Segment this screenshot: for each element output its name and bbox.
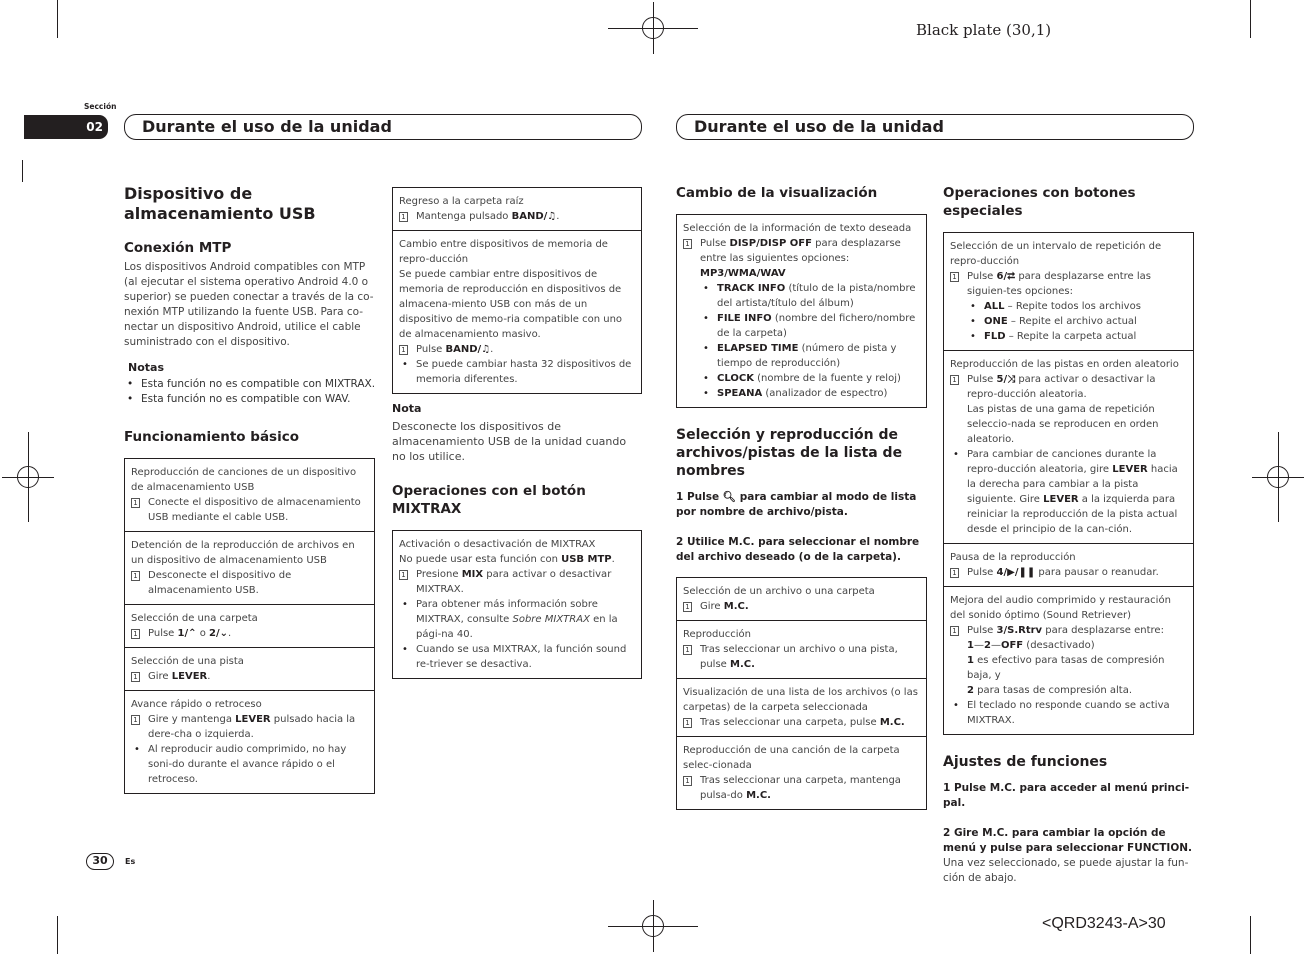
step-text: pulsado hacia la dere-cha o izquierda.	[148, 714, 356, 740]
table-row	[125, 532, 374, 605]
option-key: CLOCK	[717, 373, 754, 384]
step-text: para activar o desactivar MIXTRAX.	[416, 569, 612, 595]
option-desc: – Repite la carpeta actual	[1005, 331, 1137, 342]
step-number: 1	[131, 715, 140, 725]
notes-list	[124, 377, 376, 407]
step-text: Mantenga pulsado	[416, 211, 512, 222]
bullet-item	[950, 447, 1187, 537]
step-number: 1	[950, 272, 959, 282]
crop-mark	[22, 160, 23, 182]
key-label: M.C.	[879, 717, 905, 728]
row-title: Cambio entre dispositivos de memoria de repro-ducción	[399, 239, 608, 265]
key-label: 3/S.Rtrv	[996, 625, 1043, 636]
key-label: 5/	[996, 374, 1008, 385]
row-title: Selección de una pista	[131, 656, 244, 667]
step-number: 1	[683, 602, 692, 612]
registration-line	[653, 2, 654, 54]
subsection-title: Funcionamiento básico	[124, 429, 299, 445]
bullet-list	[950, 447, 1187, 537]
numbered-step	[676, 490, 928, 520]
option-sequence: 1—2—OFF (desactivado)	[967, 640, 1095, 651]
step-number: 1	[131, 571, 140, 581]
step-text: Conecte el dispositivo de almacenamiento USB mediante el cable USB.	[148, 497, 361, 523]
option-item	[967, 314, 1187, 329]
chapter-title-left: Durante el uso de la unidad	[124, 114, 642, 140]
key-label: 6/	[996, 271, 1008, 282]
bullet-text: hacia la derecha para cambiar a la pista siguiente. Gire	[967, 464, 1178, 505]
step	[683, 642, 920, 672]
key-label: MIX	[461, 569, 484, 580]
step-text: Pulse	[967, 374, 997, 385]
table-row	[944, 351, 1193, 544]
option-desc: para tasas de compresión alta.	[973, 685, 1133, 696]
operations-table	[392, 530, 642, 679]
column-4	[943, 184, 1195, 886]
row-title: Reproducción de canciones de un dispositivo de almacenamiento USB	[131, 467, 357, 493]
option-desc: (analizador de espectro)	[762, 388, 888, 399]
plate-label: Black plate (30,1)	[916, 21, 1052, 39]
bullet-text: a la izquierda para reiniciar la reproducción de la pista actual desde el principio de la can-ción.	[967, 494, 1178, 535]
step	[950, 565, 1187, 580]
step	[399, 567, 635, 597]
language-label: Es	[125, 857, 136, 866]
column-3	[676, 184, 928, 810]
row-title: Regreso a la carpeta raíz	[399, 196, 524, 207]
key-label: LEVER	[235, 714, 271, 725]
option-key: 2	[967, 685, 974, 696]
row-title: Detención de la reproducción de archivos en un dispositivo de almacenamiento USB	[131, 540, 355, 566]
bullet-list	[399, 597, 635, 672]
crop-mark	[57, 0, 58, 38]
step	[131, 568, 368, 598]
key-label: BAND/	[445, 344, 482, 355]
row-title: Reproducción	[683, 629, 751, 640]
operations-table	[943, 232, 1194, 735]
table-row	[944, 544, 1193, 587]
up-arrow-icon: ⌃	[188, 628, 197, 639]
table-row	[393, 531, 641, 678]
row-title: Selección de un archivo o una carpeta	[683, 586, 875, 597]
table-row	[393, 188, 641, 231]
option-item	[700, 311, 920, 341]
row-text	[399, 552, 635, 567]
document-code: <QRD3243-A>30	[1042, 915, 1166, 932]
row-text-part: No puede usar esta función con	[399, 554, 562, 565]
step	[399, 209, 635, 224]
option-item	[700, 371, 920, 386]
step-number: 1	[683, 239, 692, 249]
step-number: 1	[399, 570, 408, 580]
row-title: Selección de la información de texto deseada	[683, 223, 912, 234]
row-title: Pausa de la reproducción	[950, 552, 1076, 563]
step	[131, 495, 368, 525]
option-desc: – Repite el archivo actual	[1007, 316, 1137, 327]
operations-table	[392, 187, 642, 394]
repeat-icon: ⮂	[1007, 271, 1016, 282]
step-number: 1	[399, 345, 408, 355]
option-key: FLD	[984, 331, 1006, 342]
column-2	[392, 187, 642, 679]
bullet-item: • El teclado no responde cuando se activa MIXTRAX.	[950, 698, 1187, 728]
section-label: Sección	[84, 102, 117, 111]
step-number: 1	[131, 672, 140, 682]
row-title: Selección de una carpeta	[131, 613, 258, 624]
step-text: Pulse	[700, 238, 730, 249]
option-desc: es efectivo para tasas de compresión baja, y	[967, 655, 1165, 681]
subsection-title: Operaciones con el botón MIXTRAX	[392, 483, 586, 517]
key-label: USB MTP	[561, 554, 612, 565]
step-text: .	[556, 211, 560, 222]
key-label: M.C.	[746, 790, 771, 801]
option-desc: – Repite todos los archivos	[1004, 301, 1141, 312]
key-label: LEVER	[1112, 464, 1148, 475]
registration-line	[28, 432, 29, 522]
table-row	[944, 587, 1193, 734]
step	[683, 715, 920, 730]
bullet-item: • Al reproducir audio comprimido, no hay soni-do durante el avance rápido o el retroceso.	[131, 742, 368, 787]
operations-table	[124, 458, 375, 794]
row-title: Visualización de una lista de los archivos (o las carpetas) de la carpeta seleccionada	[683, 687, 918, 713]
operations-table	[676, 214, 927, 408]
bullet-list	[950, 698, 1187, 728]
operations-table	[676, 577, 927, 810]
chapter-title-right: Durante el uso de la unidad	[676, 114, 1194, 140]
search-icon: 🔍︎	[722, 491, 737, 503]
section-number-badge: 02	[24, 115, 108, 139]
row-title: Mejora del audio comprimido y restauración del sonido óptimo (Sound Retriever)	[950, 595, 1171, 621]
step-text: o	[196, 628, 210, 639]
key-label: LEVER	[171, 671, 208, 682]
row-title: Reproducción de las pistas en orden aleatorio	[950, 359, 1179, 370]
page-number: 30	[86, 853, 114, 870]
section-title: Dispositivo de almacenamiento USB	[124, 184, 316, 223]
options-list	[967, 299, 1187, 344]
step-detail	[950, 653, 1187, 683]
option-desc: (nombre de la fuente y reloj)	[753, 373, 901, 384]
table-row	[125, 648, 374, 691]
table-row	[125, 605, 374, 648]
format-label: MP3/WMA/WAV	[700, 268, 786, 279]
row-text-part: .	[611, 554, 615, 565]
step	[950, 623, 1187, 638]
paragraph: Los dispositivos Android compatibles con MTP (al ejecutar el sistema operativo Android 4.0 o superior) se pueden conectar a través de la co-nexión MTP utilizando la fuente USB. Para co-nectar un dispositivo Android, utilice el cable suministrado con el dispositivo.	[124, 261, 374, 348]
note-item: • Esta función no es compatible con MIXTRAX.	[124, 377, 376, 392]
step-text: Pulse	[967, 271, 997, 282]
table-row	[677, 578, 926, 621]
option-key: ONE	[984, 316, 1008, 327]
numbered-step: 2 Gire M.C. para cambiar la opción de menú y pulse para seleccionar FUNCTION.	[943, 827, 1193, 854]
table-row	[125, 459, 374, 532]
crop-mark	[1250, 916, 1251, 954]
step-text: 1 Pulse	[676, 491, 723, 503]
option-desc: (nombre del fichero/nombre de la carpeta)	[717, 313, 916, 339]
down-arrow-icon: ⌄	[219, 628, 229, 639]
step-text: para activar o desactivar la repro-ducción aleatoria.	[967, 374, 1156, 400]
table-row	[677, 621, 926, 679]
key-label: 2/	[209, 628, 220, 639]
step	[131, 712, 368, 742]
options-list-wrap	[683, 281, 920, 401]
row-text: Se puede cambiar entre dispositivos de memoria de reproducción en dispositivos de almacena-miento USB con más de un dispositivo de memo-ria compatible con uno de almacenamiento masivo.	[399, 269, 623, 340]
step-text: para desplazarse entre las siguien-tes opciones:	[967, 271, 1151, 297]
paragraph: Una vez seleccionado, se puede ajustar la fun-ción de abajo.	[943, 857, 1189, 884]
option-key: ELAPSED TIME	[717, 343, 799, 354]
step-text: .	[490, 344, 494, 355]
bullet-text: en la pági-na 40.	[416, 614, 618, 640]
step-text: para pausar o reanudar.	[1035, 567, 1159, 578]
subsection-title: Conexión MTP	[124, 240, 232, 256]
step-detail: Las pistas de una gama de repetición seleccio-nada se reproducen en orden aleatorio.	[967, 404, 1159, 445]
key-label: DISP OFF	[759, 238, 812, 249]
step-text: para desplazarse entre:	[1042, 625, 1164, 636]
option-desc: (título de la pista/nombre del artista/título del álbum)	[717, 283, 916, 309]
bullet-item: • Cuando se usa MIXTRAX, la función sound re-triever se desactiva.	[399, 642, 635, 672]
subsection-title: Cambio de la visualización	[676, 185, 878, 201]
table-row	[677, 679, 926, 737]
step	[683, 236, 920, 266]
step-number: 1	[950, 375, 959, 385]
option-key: OFF	[1000, 640, 1024, 651]
option-desc: (desactivado)	[1023, 640, 1095, 651]
key-label: M.C.	[723, 601, 749, 612]
numbered-step: 2 Utilice M.C. para seleccionar el nombre del archivo deseado (o de la carpeta).	[676, 536, 920, 563]
step	[950, 372, 1187, 402]
crop-mark	[57, 916, 58, 954]
bullet-item	[399, 597, 635, 642]
key-label: LEVER	[1043, 494, 1079, 505]
option-item	[700, 386, 920, 401]
option-item	[967, 329, 1187, 344]
step-text: para cambiar al modo de lista por nombre de archivo/pista.	[676, 491, 917, 518]
options-list	[700, 281, 920, 401]
step-text: Presione	[416, 569, 462, 580]
option-desc: (número de pista y tiempo de reproducción)	[717, 343, 897, 369]
notes-title: Notas	[128, 361, 164, 374]
key-separator: /	[756, 238, 760, 249]
bullet-item: • Se puede cambiar hasta 32 dispositivos de memoria diferentes.	[399, 357, 635, 387]
row-title: Activación o desactivación de MIXTRAX	[399, 539, 596, 550]
step-text: Tras seleccionar una carpeta, pulse	[700, 717, 880, 728]
column-1	[124, 184, 376, 794]
step-text: Tras seleccionar un archivo o una pista, pulse	[700, 644, 898, 670]
row-title: Selección de un intervalo de repetición de repro-ducción	[950, 241, 1162, 267]
option-item	[700, 281, 920, 311]
option-key: TRACK INFO	[717, 283, 786, 294]
table-row	[393, 231, 641, 393]
option-item	[967, 299, 1187, 314]
step-text: Pulse	[967, 567, 997, 578]
option-key: ALL	[984, 301, 1005, 312]
band-note-icon: ♫	[547, 211, 557, 222]
step	[131, 626, 368, 641]
table-row	[125, 691, 374, 793]
key-label: 4/	[996, 567, 1008, 578]
cross-reference-link[interactable]: Sobre MIXTRAX	[512, 614, 590, 625]
step	[950, 269, 1187, 299]
key-label: 1/	[177, 628, 189, 639]
option-key: 1	[967, 640, 974, 651]
option-key: 1	[967, 655, 974, 666]
step-number: 1	[131, 498, 140, 508]
options-list-wrap	[950, 299, 1187, 344]
subsection-title: Selección y reproducción de archivos/pistas de la lista de nombres	[676, 427, 903, 479]
bullet-text: Para obtener más información sobre MIXTRAX, consulte	[416, 599, 598, 625]
step-text: Gire	[148, 671, 172, 682]
step	[683, 599, 920, 614]
step-text: Desconecte el dispositivo de almacenamiento USB.	[148, 570, 292, 596]
step-number: 1	[683, 776, 692, 786]
crop-mark	[1250, 0, 1251, 38]
key-label: BAND/	[511, 211, 548, 222]
step	[399, 342, 635, 357]
bullet-list	[131, 742, 368, 787]
subsection-title: Ajustes de funciones	[943, 754, 1108, 770]
step-detail	[950, 683, 1187, 698]
registration-line	[653, 900, 654, 952]
step-text: para desplazarse entre las siguientes opciones:	[700, 238, 901, 264]
play-pause-icon: ▶/❚❚	[1007, 567, 1036, 578]
step-number: 1	[950, 626, 959, 636]
key-label: M.C.	[730, 659, 755, 670]
row-title: Avance rápido o retroceso	[131, 699, 262, 710]
table-row	[944, 233, 1193, 351]
step	[131, 669, 368, 684]
bullet-text: Para cambiar de canciones durante la repro-ducción aleatoria, gire	[967, 449, 1157, 475]
step-number: 1	[683, 718, 692, 728]
key-label: DISP	[729, 238, 757, 249]
shuffle-icon: ⤨	[1007, 374, 1016, 385]
step-text: Tras seleccionar una carpeta, mantenga pulsa-do	[700, 775, 901, 801]
step-number: 1	[950, 568, 959, 578]
note-item: • Esta función no es compatible con WAV.	[124, 392, 376, 407]
row-title: Reproducción de una canción de la carpeta selec-cionada	[683, 745, 900, 771]
step-text: .	[228, 628, 232, 639]
table-row	[677, 737, 926, 809]
step-number: 1	[683, 645, 692, 655]
option-key: 2	[983, 640, 991, 651]
option-item	[700, 341, 920, 371]
step-text: .	[207, 671, 211, 682]
step-text: Pulse	[967, 625, 997, 636]
bullet-list	[399, 357, 635, 387]
option-key: SPEANA	[717, 388, 763, 399]
subsection-title: Operaciones con botones especiales	[943, 185, 1136, 219]
step	[683, 773, 920, 803]
step-text: Pulse	[416, 344, 446, 355]
numbered-step: 1 Pulse M.C. para acceder al menú princi-pal.	[943, 782, 1190, 809]
step-text: Gire	[700, 601, 724, 612]
registration-line	[1278, 432, 1279, 522]
step-number: 1	[399, 212, 408, 222]
band-note-icon: ♫	[481, 344, 491, 355]
nota-title: Nota	[392, 402, 422, 415]
option-key: FILE INFO	[717, 313, 772, 324]
step-text: Gire y mantenga	[148, 714, 236, 725]
paragraph: Desconecte los dispositivos de almacenamiento USB de la unidad cuando no los utilice.	[392, 420, 627, 463]
table-row	[677, 215, 926, 407]
step-number: 1	[131, 629, 140, 639]
step-text: Pulse	[148, 628, 178, 639]
